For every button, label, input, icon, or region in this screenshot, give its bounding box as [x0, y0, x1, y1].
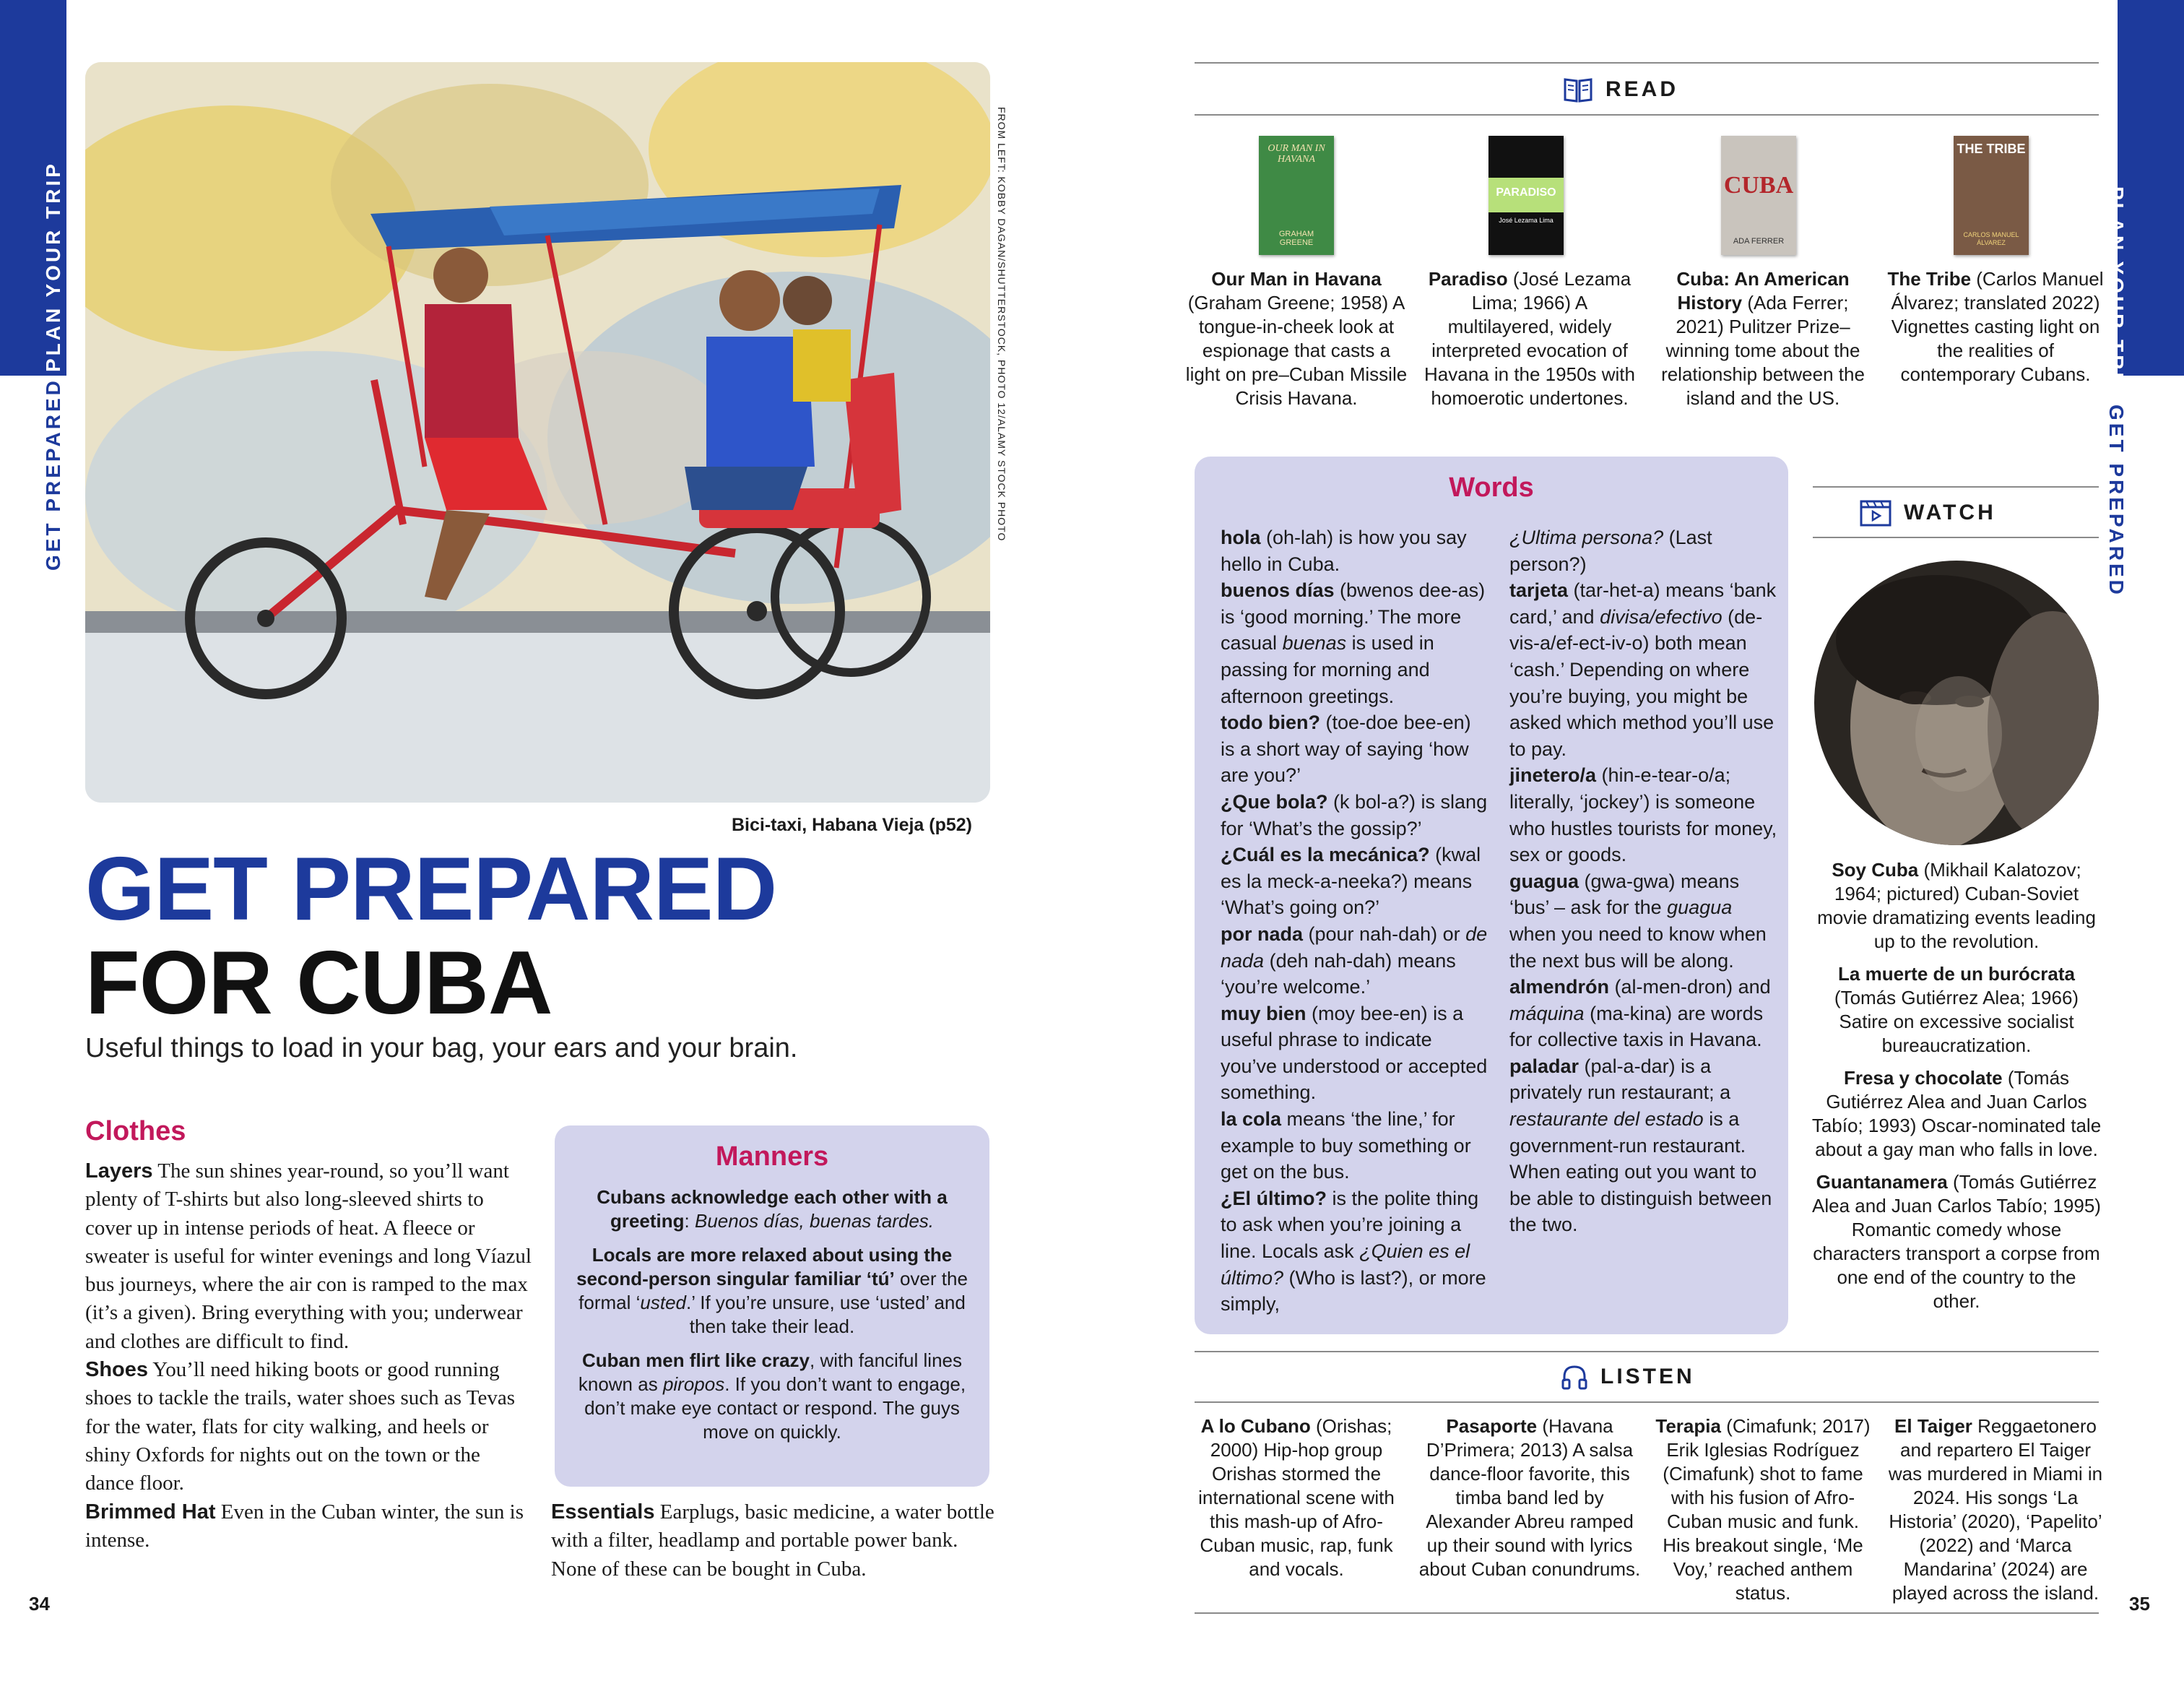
glossary-term: ¿El último?	[1221, 1187, 1327, 1209]
glossary-text: (Who is last?), or more simply,	[1221, 1266, 1486, 1315]
glossary-text: (ma-kina) are words for collective taxis in Havana.	[1509, 1002, 1764, 1051]
glossary-text: (gwa-gwa) means ‘bus’ – ask for the	[1509, 870, 1740, 919]
photo-credit: FROM LEFT: KOBBY DAGAN/SHUTTERSTOCK, PHOTO 12/ALAMY STOCK PHOTO	[996, 107, 1008, 542]
read-heading: READ	[1562, 75, 1678, 104]
glossary-term: por nada	[1221, 922, 1304, 945]
headphones-icon	[1560, 1362, 1589, 1391]
photo-caption: Bici-taxi, Habana Vieja (p52)	[732, 815, 972, 835]
title-line-1: GET PREPARED	[85, 839, 777, 939]
side-label-plan-left: PLAN YOUR TRIP	[42, 161, 64, 372]
standfirst: Useful things to load in your bag, your ears and your brain.	[85, 1033, 798, 1063]
manners-item: Cuban men flirt like crazy, with fanciful lines known as piropos. If you don’t want to engage, don’t make eye contact or respond. The guys move on quickly.	[578, 1349, 966, 1443]
words-heading: Words	[1449, 472, 1534, 503]
glossary-term: almendrón	[1509, 976, 1610, 998]
glossary-text: is a government-run restaurant. When eating out you want to be able to distinguish between the two.	[1509, 1108, 1772, 1236]
side-label-prepared-right: GET PREPARED	[2105, 405, 2128, 597]
clothes-item: Shoes You’ll need hiking boots or good running shoes to tackle the trails, water shoes such as Tevas for the water, flats for city walking, and heels or shiny Oxfords for nights out on the town or the dance floor.	[85, 1358, 515, 1495]
side-label-plan-right: PLAN YOUR TRIP	[2105, 186, 2128, 397]
glossary-text: means ‘the line,’ for example to buy something or get on the bus.	[1221, 1108, 1471, 1183]
glossary-text: (tar-het-a) means ‘bank card,’ and	[1509, 579, 1777, 628]
glossary-text: (moy bee-en) is a useful phrase to indicate you’ve understood or accepted something.	[1221, 1002, 1488, 1104]
glossary-text: máquina	[1509, 1002, 1585, 1024]
book-entry: The Tribe (Carlos Manuel Álvarez; translated 2022) Vignettes casting light on the realities of contemporary Cubans.	[1887, 268, 2104, 385]
glossary-term: guagua	[1509, 870, 1580, 892]
essentials-paragraph: Essentials Earplugs, basic medicine, a water bottle with a filter, headlamp and portable power bank. None of these can be bought in Cuba.	[551, 1500, 994, 1581]
glossary-text: (hin-e-tear-o/a; literally, ‘jockey’) is someone who hustles tourists for money, sex or goods.	[1509, 764, 1777, 866]
read-rule-bottom	[1195, 114, 2099, 116]
title-line-2: FOR CUBA	[85, 933, 552, 1033]
clothes-heading: Clothes	[85, 1116, 186, 1146]
film-entry: Fresa y chocolate (Tomás Gutiérrez Alea and Juan Carlos Tabío; 1993) Oscar-nominated tale about a gay man who falls in love.	[1811, 1067, 2102, 1160]
glossary-term: la cola	[1221, 1108, 1282, 1131]
book-entry: Our Man in Havana (Graham Greene; 1958) A tongue-in-cheek look at espionage that casts a light on pre–Cuban Missile Crisis Havana.	[1185, 268, 1408, 409]
clothes-section	[85, 1116, 533, 1555]
listen-entry: A lo Cubano (Orishas; 2000) Hip-hop group Orishas stormed the international scene with this mash-up of Afro-Cuban music, rap, funk and vocals.	[1198, 1415, 1395, 1580]
film-entry: Guantanamera (Tomás Gutiérrez Alea and Juan Carlos Tabío; 1995) Romantic comedy whose characters transport a corpse from one end of the country to the other.	[1812, 1171, 2101, 1312]
words-box	[1195, 457, 1788, 1334]
glossary-term: ¿Que bola?	[1221, 790, 1328, 813]
glossary-term: buenos días	[1221, 579, 1335, 602]
read-rule-top	[1195, 62, 2099, 64]
glossary-text: (oh-lah) is how you say hello in Cuba.	[1221, 527, 1467, 575]
glossary-text: (deh nah-dah) means ‘you’re welcome.’	[1221, 949, 1456, 998]
manners-item: Locals are more relaxed about using the second-person singular familiar ‘tú’ over the formal ‘usted.’ If you’re unsure, use ‘usted’ and then take their lead.	[576, 1244, 968, 1337]
glossary-text: is the polite thing to ask when you’re joining a line. Locals ask	[1221, 1187, 1479, 1263]
glossary-text: is used in passing for morning and afternoon greetings.	[1221, 632, 1434, 707]
glossary-term: tarjeta	[1509, 579, 1569, 602]
book-cover-paradiso: PARADISO José Lezama Lima	[1488, 136, 1564, 255]
glossary-text: restaurante del estado	[1509, 1108, 1704, 1131]
glossary-text: (k bol-a?) is slang for ‘What’s the gossip?’	[1221, 790, 1488, 839]
words-column-2	[1509, 524, 1778, 1238]
watch-heading: WATCH	[1859, 498, 1996, 527]
listen-rule-mid	[1195, 1401, 2099, 1403]
glossary-term: ¿Cuál es la mecánica?	[1221, 844, 1430, 866]
clapperboard-icon	[1859, 498, 1892, 527]
glossary-text: when you need to know when the next bus will be along.	[1509, 922, 1767, 972]
glossary-text: (pour nah-dah) or	[1303, 922, 1466, 945]
listen-entry: Terapia (Cimafunk; 2017) Erik Iglesias Rodríguez (Cimafunk) shot to fame with his fusion of Afro-Cuban music and funk. His breakout single, ‘Me Voy,’ reached anthem status.	[1655, 1415, 1871, 1604]
glossary-term: todo bien?	[1221, 712, 1320, 734]
glossary-text: buenas	[1282, 632, 1347, 654]
book-entry: Cuba: An American History (Ada Ferrer; 2021) Pulitzer Prize–winning tome about the relationship between the island and the US.	[1661, 268, 1865, 409]
glossary-text: ¿Quien es el último?	[1221, 1240, 1470, 1289]
listen-entry: Pasaporte (Havana D’Primera; 2013) A salsa dance-floor favorite, this timba band led by Alexander Abreu ramped up their sound with lyrics about Cuban conundrums.	[1418, 1415, 1641, 1580]
glossary-term: muy bien	[1221, 1002, 1306, 1024]
listen-heading: LISTEN	[1560, 1362, 1695, 1391]
glossary-text: de nada	[1221, 922, 1488, 972]
bici-taxi-photo	[85, 62, 990, 803]
book-cover-cuba-an-american-history: CUBA ADA FERRER	[1721, 136, 1796, 255]
page-number-left: 34	[29, 1593, 50, 1615]
manners-item: Cubans acknowledge each other with a greeting: Buenos días, buenas tardes.	[597, 1186, 948, 1232]
manners-box	[555, 1125, 989, 1487]
glossary-text: guagua	[1667, 896, 1733, 919]
glossary-text: (al-men-dron) and	[1609, 976, 1771, 998]
book-icon	[1562, 75, 1594, 104]
book-cover-the-tribe: THE TRIBE CARLOS MANUEL ÁLVAREZ	[1954, 136, 2029, 255]
glossary-text: (toe-doe bee-en) is a short way of saying ‘how are you?’	[1221, 712, 1471, 787]
soy-cuba-still	[1814, 561, 2099, 845]
watch-rule-top	[1813, 486, 2099, 488]
watch-rule-bottom	[1813, 537, 2099, 538]
book-cover-our-man-in-havana: OUR MAN IN HAVANA GRAHAM GREENE	[1259, 136, 1334, 255]
book-entry: Paradiso (José Lezama Lima; 1966) A multilayered, widely interpreted evocation of Havana in the 1950s with homoerotic undertones.	[1424, 268, 1635, 409]
glossary-term: jinetero/a	[1509, 764, 1597, 787]
manners-heading: Manners	[715, 1141, 829, 1172]
listen-rule-bottom	[1195, 1612, 2099, 1614]
page-number-right: 35	[2129, 1593, 2150, 1615]
glossary-text: (bwenos dee-as) is ‘good morning.’ The more casual	[1221, 579, 1486, 654]
clothes-item: Brimmed Hat Even in the Cuban winter, the sun is intense.	[85, 1500, 524, 1552]
glossary-text: divisa/efectivo	[1600, 605, 1722, 628]
glossary-text: (de-vis-a/ef-ect-iv-o) both mean ‘cash.’ Depending on where you’re buying, you might be asked which method you’ll use to pay.	[1509, 605, 1774, 760]
glossary-term: paladar	[1509, 1055, 1580, 1077]
watch-list	[1811, 858, 2102, 1322]
glossary-term: hola	[1221, 527, 1261, 548]
words-column-1	[1221, 524, 1489, 1318]
glossary-text: (Last person?)	[1509, 527, 1712, 575]
listen-rule-top	[1195, 1351, 2099, 1352]
glossary-text: ¿Ultima persona?	[1509, 527, 1664, 548]
side-label-prepared-left: GET PREPARED	[42, 378, 64, 571]
glossary-text: (pal-a-dar) is a privately run restaurant; a	[1509, 1055, 1731, 1104]
listen-entry: El Taiger Reggaetonero and repartero El Taiger was murdered in Miami in 2024. His songs ‘La Historia’ (2020), ‘Papelito’ (2022) and ‘Marca Mandarina’ (2024) are played across the island.	[1888, 1415, 2103, 1604]
film-entry: La muerte de un burócrata (Tomás Gutiérrez Alea; 1966) Satire on excessive socialist bureaucratization.	[1834, 963, 2079, 1056]
glossary-text: (kwal es la meck-a-neeka?) means ‘What’s going on?’	[1221, 844, 1481, 919]
clothes-item: Layers The sun shines year-round, so you’ll want plenty of T-shirts but also long-sleeved shirts to cover up in intense periods of heat. A fleece or sweater is useful for winter evenings and long Víazul bus journeys, where the air con is ramped to the max (it’s a given). Bring everything with you; underwear and clothes are difficult to find.	[85, 1159, 532, 1353]
film-entry: Soy Cuba (Mikhail Kalatozov; 1964; pictured) Cuban-Soviet movie dramatizing events leading up to the revolution.	[1817, 859, 2096, 952]
